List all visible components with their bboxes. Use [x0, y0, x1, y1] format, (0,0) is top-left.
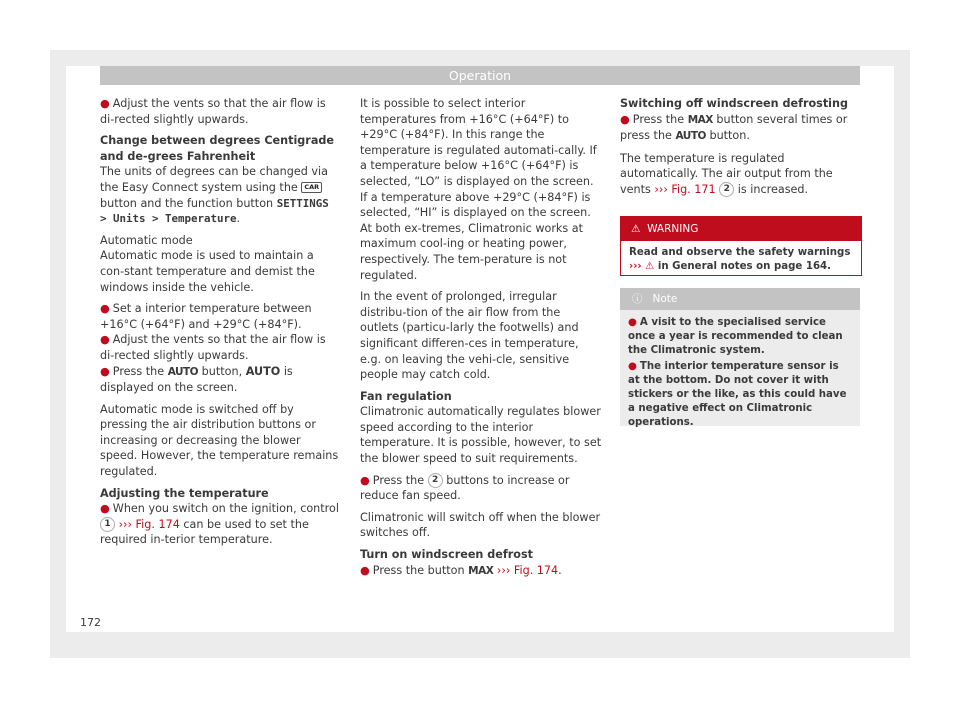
- figure-link[interactable]: ››› Fig. 174: [496, 563, 559, 577]
- paragraph: The units of degrees can be changed via the Easy Connect system using the CAR button and the function button SETTINGS > Units > Temperature.: [100, 165, 329, 226]
- bullet-item: ● Adjust the vents so that the air flow is di-rected slightly upwards.: [100, 333, 326, 362]
- bullet-item: ● Adjust the vents so that the air flow is di-rected slightly upwards.: [100, 97, 326, 126]
- paragraph: In the event of prolonged, irregular distribu-tion of the air flow from the outlets (particu-larly the footwells) and significant differen-ces in temperature, e.g. on leaving the vehi-cle, sensitive people may catch cold.: [360, 290, 579, 382]
- bullet-icon: ●: [100, 333, 110, 347]
- paragraph: Climatronic will switch off when the blower switches off.: [360, 510, 601, 540]
- bullet-icon: ●: [100, 302, 110, 316]
- auto-button-icon: AUTO: [675, 130, 706, 143]
- figure-link[interactable]: ›››: [629, 261, 642, 272]
- note-box: [620, 288, 860, 426]
- bullet-icon: ●: [360, 473, 370, 487]
- warning-box: [620, 216, 862, 276]
- auto-button-icon: AUTO: [167, 365, 199, 378]
- warning-text: Read and observe the safety warnings ››› ⚠ in General notes on page 164.: [629, 247, 851, 272]
- car-button-icon: CAR: [301, 182, 322, 193]
- warning-triangle-icon: ⚠: [631, 223, 641, 235]
- subheading: Switching off windscreen defrosting: [620, 97, 848, 110]
- bullet-icon: ●: [100, 364, 110, 378]
- callout-number: 2: [428, 473, 443, 488]
- bullet-item: ● Press the button MAX ››› Fig. 174.: [360, 563, 562, 577]
- bullet-item: ● When you switch on the ignition, control 1 ››› Fig. 174 can be used to set the required in-terior temperature.: [100, 502, 339, 547]
- list-item: ● The interior temperature sensor is at the bottom. Do not cover it with stickers or the like, as this could have a negative effect on Climatronic operations.: [628, 361, 847, 428]
- warning-header: ⚠ WARNING: [621, 217, 861, 241]
- warning-triangle-icon: ⚠: [645, 261, 655, 272]
- bullet-icon: ●: [360, 563, 370, 577]
- subheading: Turn on windscreen defrost: [360, 548, 533, 562]
- list-item: ● A visit to the specialised service once a year is recommended to clean the Climatronic system.: [628, 317, 843, 356]
- bullet-icon: ●: [100, 502, 110, 516]
- paragraph: It is possible to select interior temperatures from +16°C (+64°F) to +29°C (+84°F). In this range the temperature is regulated automati-cally. If a temperature below +16°C (+64°F) is selected, “LO” is displayed on the screen. If a temperature above +29°C (+84°F) is selected, “HI” is displayed on the screen. At both ex-tremes, Climatronic works at maximum cool-ing or heating power, respectively. The tem-perature is not regulated.: [360, 97, 597, 282]
- callout-number: 2: [719, 182, 734, 197]
- subheading: Adjusting the temperature: [100, 486, 269, 500]
- bullet-item: ● Set a interior temperature between +16°C (+64°F) and +29°C (+84°F).: [100, 302, 312, 331]
- subheading: Change between degrees Centigrade and de-grees Fahrenheit: [100, 134, 334, 163]
- paragraph: The temperature is regulated automatically. The air output from the vents ››› Fig. 171 2 is increased.: [620, 151, 833, 196]
- paragraph: Automatic mode is used to maintain a con-stant temperature and demist the windows inside the vehicle.: [100, 249, 315, 294]
- bullet-item: ● Press the MAX button several times or press the AUTO button.: [620, 112, 848, 143]
- paragraph: Automatic mode is switched off by pressing the air distribution buttons or increasing or decreasing the blower speed. However, the temperature remains regulated.: [100, 402, 339, 479]
- callout-number: 1: [100, 517, 115, 532]
- info-icon: ⓘ: [632, 293, 643, 305]
- bullet-icon: ●: [620, 112, 630, 126]
- page-number: 172: [80, 616, 101, 629]
- column-2: [360, 96, 602, 585]
- bullet-icon: ●: [100, 97, 110, 110]
- bullet-icon: ●: [628, 317, 637, 328]
- section-header: Operation: [100, 66, 860, 85]
- column-1: [100, 96, 340, 554]
- note-header: ⓘ Note: [620, 288, 860, 310]
- bullet-item: ● Press the 2 buttons to increase or reduce fan speed.: [360, 473, 570, 503]
- paragraph: Climatronic automatically regulates blower speed according to the interior temperature. It is possible, however, to set the blower speed to suit requirements.: [360, 405, 602, 466]
- subheading: Automatic mode: [100, 233, 193, 247]
- subheading: Fan regulation: [360, 389, 452, 403]
- max-defrost-icon: MAX: [468, 564, 494, 577]
- figure-link[interactable]: ››› Fig. 171: [654, 182, 716, 196]
- note-text: [620, 310, 860, 438]
- max-defrost-icon: MAX: [687, 113, 713, 126]
- bullet-item: ● Press the AUTO button, AUTO is displayed on the screen.: [100, 364, 293, 395]
- bullet-icon: ●: [628, 361, 637, 372]
- column-3: [620, 96, 860, 204]
- figure-link[interactable]: ››› Fig. 174: [118, 517, 180, 531]
